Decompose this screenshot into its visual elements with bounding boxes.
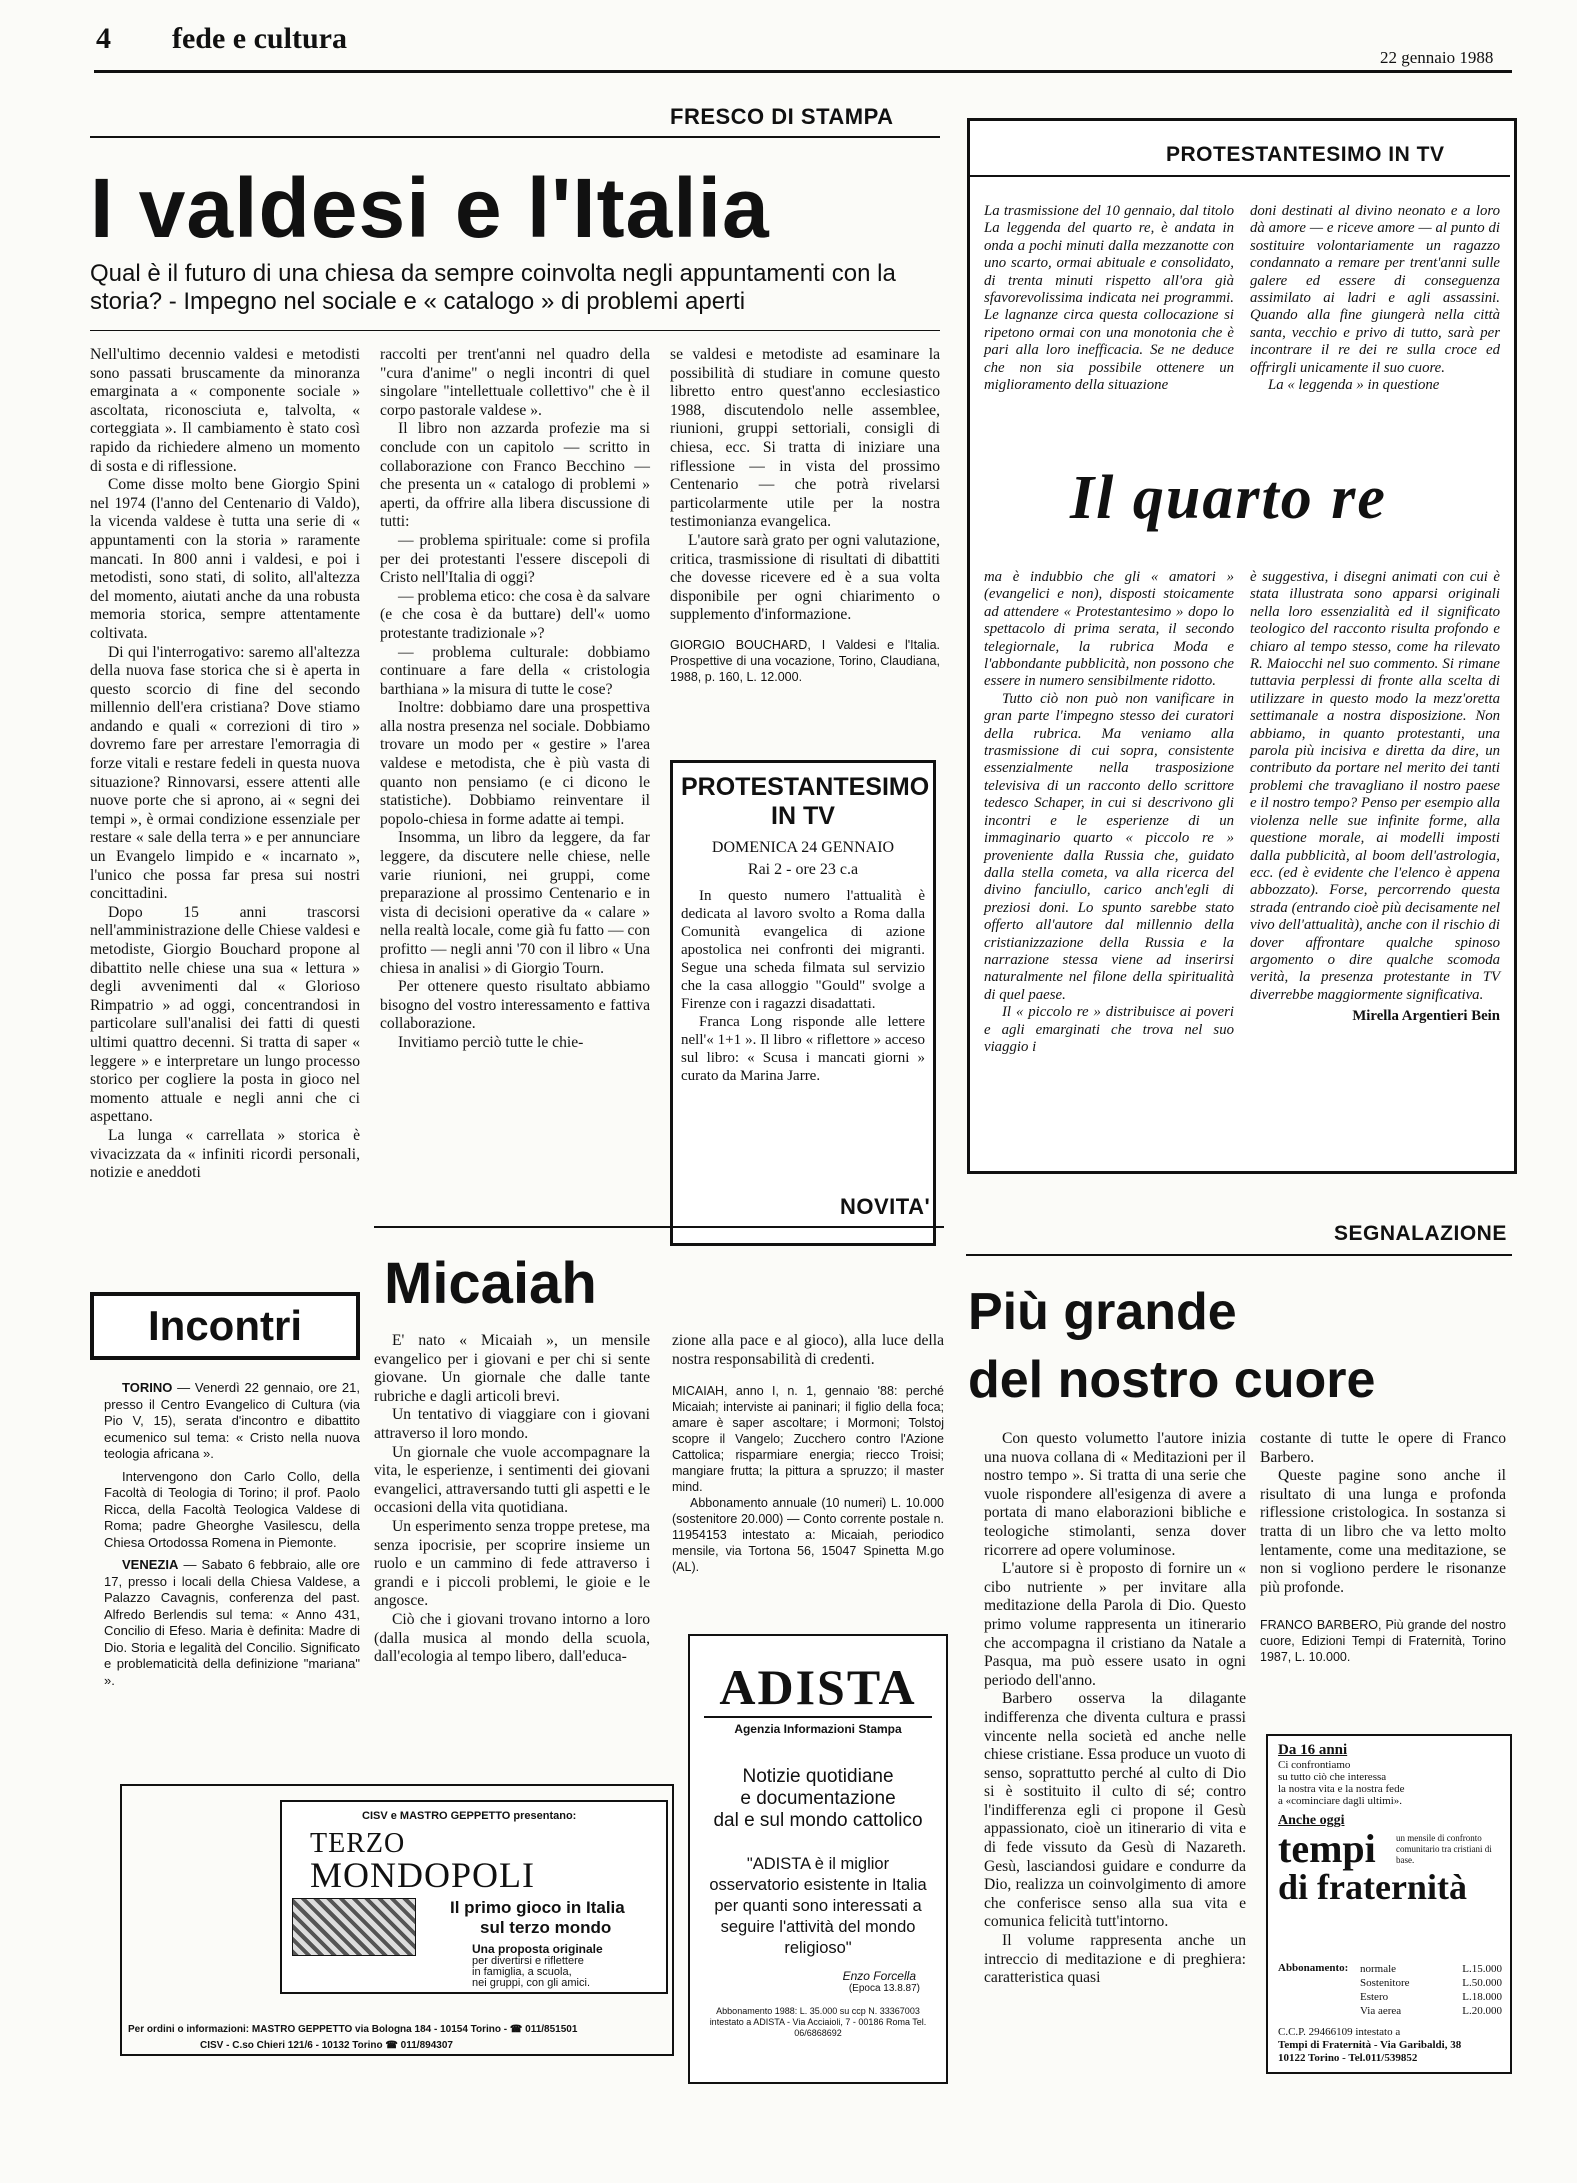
header-rule [94, 70, 1512, 73]
issue-date: 22 gennaio 1988 [1380, 48, 1494, 67]
ad-logo-line1: TERZO [310, 1828, 406, 1859]
paragraph: Ciò che i giovani trovano intorno a loro (dalla musica al mondo della scuola, dall'ecologia al tempo libero, dall'educa- [374, 1610, 650, 1666]
tempi-side-text: un mensile di confronto comunitario tra cristiani di base. [1396, 1833, 1492, 1865]
paragraph: Di qui l'interrogativo: saremo all'altezza della nuova fase storica che si è aperta in questo scorcio di fine del secondo millennio dell'era cristiana? Dove stiamo andando e quali « correzioni di tiro » dovremo fare per arrestare l'emorragia di forze vitali e restare fedeli in questa nuova situazione? Rinnovarsi, essere attenti alle nuove porte che si aprono, ai « segni dei tempi », è ormai condizione essenziale per restare « sale della terra » e per annunciare un Evangelo limpido e « incarnato », l'unico che possa far presa sui nostri concittadini. [90, 643, 360, 903]
main-article [90, 100, 940, 1230]
paragraph: — problema culturale: dobbiamo continuare a fare della « cristologia barthiana » la misura di tutte le cose? [380, 643, 650, 698]
ad-tagline-2: per divertirsi e riflettere [472, 1955, 584, 1967]
paragraph: L'autore si è proposto di fornire un « cibo nutriente » per invitare alla meditazione della Parola di Dio. Questo primo volume rappresenta un itinerario che accompagna il cristiano da Natale a Pasqua, ma può essere usato in ogni periodo dell'anno. [984, 1560, 1246, 1689]
ad-logo-line2: MONDOPOLI [310, 1855, 535, 1895]
tempi-rates [1360, 1962, 1502, 2018]
tempi-line: a «cominciare dagli ultimi». [1278, 1795, 1403, 1807]
rate-row [1360, 1962, 1502, 1976]
book-reference: GIORGIO BOUCHARD, I Valdesi e l'Italia. Prospettive di una vocazione, Torino, Claudiana, 1988, p. 160, L. 12.000. [670, 637, 940, 684]
paragraph: zione alla pace e al gioco), alla luce della nostra responsabilità di credenti. [672, 1332, 944, 1368]
adista-quote-author: Enzo Forcella [842, 1969, 916, 1983]
adista-subtitle: Agenzia Informazioni Stampa [704, 1716, 932, 1736]
tv-box-title-1: PROTESTANTESIMO [681, 773, 930, 801]
main-subtitle: Qual è il futuro di una chiesa da sempre coinvolta negli appuntamenti con la storia? - Impegno nel sociale e « catalogo » di problemi aperti [90, 260, 896, 315]
micaiah-subscription: Abbonamento annuale (10 numeri) L. 10.000 (sostenitore 20.000) — Conto corrente postale n. 11954153 intestato a: Micaiah, periodico mensile, via Tortona 56, 15047 Spinetta M.go (AL). [672, 1496, 944, 1575]
micaiah-title: Micaiah [384, 1251, 597, 1316]
ad-tagline-1: Una proposta originale [472, 1942, 603, 1956]
paragraph: doni destinati al divino neonato e a loro dà amore — e riceve amore — al punto di sostituire volontariamente un ragazzo condannato a remare per trent'anni sulle galere ed essere di conseguenza assimilato ai ladri e agli assassini. Quando alla fine giungerà nella città santa, vecchio e privo di tutto, sarà per incontrare il re dei re sulla croce ed offrirgli unicamente il suo cuore. [1250, 203, 1500, 376]
ad-presenter: CISV e MASTRO GEPPETTO presentano: [362, 1810, 577, 1822]
tempi-ccp-3: 10122 Torino - Tel.011/539852 [1278, 2052, 1418, 2064]
paragraph: Un giornale che vuole accompagnare la vita, le esperienze, i sentimenti dei giovani evangelici, attraversando tutti gli aspetti e le occasioni della vita quotidiana. [374, 1443, 650, 1517]
main-column-3 [670, 346, 940, 685]
quarto-re-top-left [984, 203, 1234, 394]
tempi-anche-oggi: Anche oggi [1278, 1813, 1345, 1828]
rate-type: Sostenitore [1360, 1977, 1410, 1989]
tempi-logo-block [1268, 1826, 1510, 1915]
paragraph: Un tentativo di viaggiare con i giovani attraverso il loro mondo. [374, 1406, 650, 1442]
incontri-list [104, 1380, 360, 1695]
quarto-re-bottom-left [984, 569, 1234, 1056]
paragraph: Con questo volumetto l'autore inizia una nuova collana di « Meditazioni per il nostro tempo ». Si tratta di una serie che vuole rispondere all'esigenza di avere a portata di mano elaborazioni bibliche e teologiche stimolanti, senza dover ricorrere ad opere voluminose. [984, 1430, 1246, 1559]
paragraph: Insomma, un libro da leggere, da far leggere, da discutere nelle chiese, nelle varie riunioni, nei gruppi, come preparazione al prossimo Centenario e in vista di decisioni operative da « calare » nella realtà locale, come già fu fatto — con profitto — negli anni '70 con il libro « Una chiesa in analisi » di Giorgio Tourn. [380, 829, 650, 977]
piu-grande-column-1 [984, 1430, 1246, 1988]
rate-type: Via aerea [1360, 2005, 1402, 2017]
tempi-line: Ci confrontiamo [1278, 1759, 1351, 1771]
adista-line: Notizie quotidiane [742, 1766, 894, 1787]
event-place: TORINO [122, 1380, 173, 1395]
paragraph: Queste pagine sono anche il risultato di una lunga e profonda riflessione cristologica. In sostanza si tratta di un libro che va letto molto lentamente, come una meditazione, se non si vogliono perdere le risonanze più profonde. [1260, 1467, 1506, 1596]
adista-quote-source: (Epoca 13.8.87) [848, 1983, 920, 1994]
tempi-fraternita-ad [1266, 1734, 1512, 2074]
micaiah-ref: MICAIAH, anno I, n. 1, gennaio '88: perché Micaiah; interviste ai paninari; il figlio della foca; amare è saper ascoltare; i Mormoni; Tolstoj scopre il Vangelo; Zucchero contro l'Azione Cattolica; risparmiare energia; riecco Troisi; mangiare frutta; la pittura a spruzzo; il master mind. [672, 1384, 944, 1495]
incontri-title: Incontri [148, 1302, 302, 1349]
micaiah-kicker: NOVITA' [840, 1194, 931, 1219]
paragraph: Nell'ultimo decennio valdesi e metodisti sono passati bruscamente da minoranza emarginata a « componente sociale » ascoltata, riconosciuta e, talvolta, « corteggiata ». Il cambiamento è stato così rapido da richiedere almeno un momento di sosta e di riflessione. [90, 346, 360, 475]
quarto-re-box [967, 118, 1517, 1174]
ad-headline-2: sul terzo mondo [480, 1918, 612, 1937]
paragraph: costante di tutte le opere di Franco Barbero. [1260, 1430, 1506, 1466]
piu-grande-title-2: del nostro cuore [968, 1351, 1376, 1409]
quarto-re-title: Il quarto re [1070, 464, 1387, 532]
paragraph: Tutto ciò non può non vanificare in gran parte l'impegno stesso dei curatori della rubrica. Ma veniamo alla trasmissione di cui sopra, consistente essenzialmente nella trasposizione televisiva di un racconto dello scrittore tedesco Schaper, in cui si descrivono gli incontri e le esperienze di un immaginario quarto « piccolo re » proveniente dalla Russia che, guidato dalla stella cometa, va alla ricerca del divino fanciullo, carico anch'egli di preziosi doni. Lo spunto sarebbe stato offerto all'autore dal millennio della cristianizzazione della Russia e la narrazione stessa viene ad inserirsi naturalmente nel filone della spiritualità di quel paese. [984, 690, 1234, 1003]
ad-footer-1: Per ordini o informazioni: MASTRO GEPPETTO via Bologna 184 - 10154 Torino - ☎ 011/851501 [128, 2024, 578, 2035]
adista-footer: Abbonamento 1988: L. 35.000 su ccp N. 33367003 intestato a ADISTA - Via Acciaioli, 7 - 00186 Roma Tel. 06/6868692 [709, 2006, 927, 2038]
rate-price: L.15.000 [1462, 1963, 1502, 1975]
terzo-mondopoli-frame [120, 1784, 674, 2056]
tempi-logo-1: tempi [1278, 1826, 1376, 1871]
piu-grande-column-2 [1260, 1430, 1506, 1665]
adista-line: dal e sul mondo cattolico [713, 1810, 923, 1831]
ad-footer-2: CISV - C.so Chieri 121/6 - 10132 Torino ☎ 011/894307 [200, 2040, 453, 2051]
main-subtitle-rule [90, 330, 940, 331]
rate-price: L.20.000 [1462, 2005, 1502, 2017]
main-title: I valdesi e l'Italia [90, 161, 770, 255]
paragraph: Franca Long risponde alle lettere nell'« 1+1 ». Il libro « riflettore » acceso sul libro: « Scusa i mancati giorni » curato da Marina Jarre. [681, 1014, 925, 1084]
main-kicker-rule [90, 136, 940, 138]
tv-box-body [681, 887, 925, 1085]
paragraph: E' nato « Micaiah », un mensile evangelico per i giovani e per chi si sente giovane. Un giornale che dalle tante rubriche e dagli articoli brevi. [374, 1332, 650, 1405]
micaiah-column-1 [374, 1332, 650, 1667]
event-place: VENEZIA [122, 1557, 179, 1572]
incontri-box [90, 1292, 360, 1360]
micaiah-rule [374, 1226, 944, 1228]
main-kicker: FRESCO DI STAMPA [670, 104, 894, 129]
adista-logo: ADISTA [719, 1659, 917, 1715]
rate-type: normale [1360, 1963, 1397, 1975]
paragraph: La lunga « carrellata » storica è vivacizzata da « infiniti ricordi personali, notizie e aneddoti [90, 1126, 360, 1182]
rate-type: Estero [1360, 1991, 1389, 2003]
rate-row [1360, 2004, 1502, 2018]
paragraph: In questo numero l'attualità è dedicata al lavoro svolto a Roma dalla Comunità evangelica di azione apostolica nei confronti dei migranti. Segue una scheda filmata sul servizio che la casa alloggio "Gould" svolge a Firenze con i ragazzi disadattati. [681, 888, 925, 1012]
section-title: fede e cultura [172, 22, 347, 55]
adista-line: e documentazione [740, 1788, 896, 1809]
event-details: — Sabato 6 febbraio, alle ore 17, presso i locali della Chiesa Valdese, a Palazzo Cavagnis, conferenza del past. Alfredo Berlendis sul tema: « Anno 431, Concilio di Efeso. Maria è definita: Madre di Dio. Storia e legalità del Concilio. Significato e problematicità della definizione "mariana" ». [104, 1557, 360, 1688]
tv-box-date: DOMENICA 24 GENNAIO [711, 839, 895, 856]
paragraph: Invitiamo perciò tutte le chie- [398, 1033, 584, 1051]
main-column-1 [90, 346, 360, 1183]
paragraph: è suggestiva, i disegni animati con cui è stata illustrata sono apparsi originali nella loro essenzialità ed il significato teologico del racconto risulta profondo e chiaro al tempo stesso, come ha rilevato R. Maiocchi nel suo commento. Si rimane tuttavia perplessi di fronte alla scelta di utilizzare in questo modo la mezz'oretta settimanale a nostra disposizione. Non abbiamo, in quanto protestanti, una parola più incisiva e diretta da dire, un contributo da portare nel merito dei tanti problemi che travagliano il nostro paese e il nostro tempo? Penso per esempio alla violenza nelle sue infinite forme, alla questione morale, ai modelli imposti dalla pubblicità, al boom dell'astrologia, ecc. (ed è evidente che l'elenco è appena abbozzato). Forse, percorrendo questa strada (entrando cioè più decisamente nel vivo dell'attualità), anche con il rischio di dover affrontare qualche spinoso argomento o dire qualche scomoda verità, la presenza protestante in TV diverrebbe maggiormente significativa. [1250, 569, 1500, 1003]
paragraph: — problema etico: che cosa è da salvare (e che cosa è da buttare) dell'« uomo protestante tradizionale »? [380, 587, 650, 642]
main-column-2 [380, 346, 650, 1053]
ad-headline-1: Il primo gioco in Italia [450, 1898, 625, 1917]
event-details: — Venerdì 22 gennaio, ore 21, presso il Centro Evangelico di Cultura (via Pio V, 15), serata d'incontro e dibattito ecumenico sul tema: « Cristo nella nuova teologia africana ». [104, 1380, 360, 1461]
tempi-ccp-2: Tempi di Fraternità - Via Garibaldi, 38 [1278, 2039, 1462, 2051]
tempi-title: Da 16 anni [1278, 1742, 1348, 1758]
paragraph: Per ottenere questo risultato abbiamo bisogno del vostro interessamento e fattiva collaborazione. [380, 978, 650, 1033]
segnalazione-rule [966, 1254, 1512, 1256]
paragraph: Un esperimento senza troppe pretese, ma senza ipocrisie, per scoprire insieme un ruolo e un cammino di fede attraverso i grandi e i piccoli problemi, le gioie e le angosce. [374, 1517, 650, 1610]
tempi-line: la nostra vita e la nostra fede [1278, 1783, 1405, 1795]
micaiah-column-2 [672, 1332, 944, 1575]
paragraph: Il libro non azzarda profezie ma si conclude con un capitolo — scritto in collaborazione con Franco Becchino — che presenta un « catalogo di problemi » aperti, da offrire alla libera discussione di tutti: [380, 420, 650, 531]
tempi-abbonamento-label: Abbonamento: [1278, 1962, 1349, 1974]
quarto-re-kicker: PROTESTANTESIMO IN TV [1166, 143, 1445, 166]
tempi-line: su tutto ciò che interessa [1278, 1771, 1387, 1783]
quarto-re-top-right [1250, 203, 1500, 394]
adista-quote: "ADISTA è il miglior osservatorio esistente in Italia per quanti sono interessati a seguire l'attività del mondo religioso" [709, 1855, 927, 1957]
rate-row [1360, 1990, 1502, 2004]
paragraph: — problema spirituale: come si profila per dei protestanti l'essere discepoli di Cristo nell'Italia di oggi? [380, 531, 650, 587]
tempi-logo-2: di fraternità [1278, 1867, 1467, 1907]
page-number: 4 [96, 22, 111, 55]
ad-tagline-4: nei gruppi, con gli amici. [472, 1977, 591, 1989]
piu-grande-ref: FRANCO BARBERO, Più grande del nostro cuore, Edizioni Tempi di Fraternità, Torino 1987, L. 10.000. [1260, 1618, 1506, 1665]
adista-ad [688, 1634, 948, 2084]
ad-tagline-3: in famiglia, a scuola, [472, 1966, 572, 1978]
paragraph: La trasmissione del 10 gennaio, dal titolo La leggenda del quarto re, è andata in onda a pochi minuti dalla mezzanotte con uno scarto, ormai abituale e consolidato, di trenta minuti rispetto all'ora già sfavorevolissima indicata nei programmi. Le lagnanze circa questa collocazione si ripetono ormai con una monotonia che è pari alla loro inefficacia. Se ne deduce che non sia possibile ottenere un miglioramento della situazione [984, 203, 1234, 394]
paragraph: Inoltre: dobbiamo dare una prospettiva alla nostra presenza nel sociale. Dobbiamo trovare un modo per « gestire » l'area valdese e metodista, che è più vasta di quanto non pensiamo (e ci dicono le statistiche). Dobbiamo reinventare il popolo-chiesa in forme adatte ai tempi. [380, 699, 650, 828]
rate-row [1360, 1976, 1502, 1990]
paragraph: Barbero osserva la dilagante indifferenza che diventa cultura e prassi vincente nella società ed anche nelle chiese cristiane. Essa produce un vuoto di senso, soprattutto perché al culto di Dio si è sostituito il culto di sé; contro l'indifferenza egli ci propone il Gesù appassionato, cioè un itinerario di vita e di fede vissuto da Gesù di Nazareth. Gesù, lasciandosi guidare e condurre da Dio, realizza un coinvolgimento di amore che conferisce senso alla sua vita e comunica felicità tutt'intorno. [984, 1690, 1246, 1931]
tv-schedule-box [670, 760, 936, 1246]
tv-box-time: Rai 2 - ore 23 c.a [747, 861, 859, 878]
paragraph: Il volume rappresenta anche un intreccio di meditazione e di preghiera: caratteristica quasi [984, 1932, 1246, 1987]
list-item: Intervengono don Carlo Collo, della Facoltà di Teologia di Torino; il prof. Paolo Ricca, della Facoltà Teologica Valdese di Roma; padre Gheorghe Vasilescu, della Chiesa Ortodossa Romena in Piemonte. [104, 1468, 360, 1550]
quarto-re-kicker-rule [970, 175, 1510, 177]
rate-price: L.18.000 [1462, 1991, 1502, 2003]
tempi-ccp-1: C.C.P. 29466109 intestato a [1278, 2026, 1401, 2038]
paragraph: Il « piccolo re » distribuisce ai poveri e agli emarginati che trova nel suo viaggio i [984, 1004, 1234, 1055]
piu-grande-title-1: Più grande [968, 1283, 1237, 1341]
paragraph: Come disse molto bene Giorgio Spini nel 1974 (l'anno del Centenario di Valdo), la vicenda valdese è tutta una serie di « appuntamenti con la storia » raramente mancati. In 800 anni i valdesi, e poi i metodisti, sono stati, di solito, all'altezza del momento, aiutati anche da una robusta memoria storica, sempre attentamente coltivata. [90, 476, 360, 642]
list-item [104, 1380, 360, 1463]
paragraph: se valdesi e metodiste ad esaminare la possibilità di studiare in comune questo libretto entro quest'anno ecclesiastico 1988, discutendolo nelle assemblee, riunioni, gruppi settoriali, consigli di chiesa, ecc. Si tratta di iniziare una riflessione — in vista del prossimo Centenario — che potrà rivelarsi particolarmente utile per la nostra testimonianza evangelica. [670, 346, 940, 531]
paragraph: La « leggenda » in questione [1268, 377, 1440, 394]
paragraph: Dopo 15 anni trascorsi nell'amministrazione delle Chiese valdesi e metodiste, Giorgio Bouchard propone al dibattito nelle chiese una sua « lettura » degli avvenimenti dal « Glorioso Rimpatrio » ad oggi, concentrandosi in particolare sull'analisi dei fatti di questi ultimi quattro decenni. Si tratta di saper « leggere » e interpretare un lungo processo storico per cogliere la posta in gioco nel momento attuale e negli anni che ci aspettano. [90, 903, 360, 1126]
paragraph: ma è indubbio che gli « amatori » (evangelici e non), disposti stoicamente ad attendere « Protestantesimo » dopo lo spettacolo di prima serata, il secondo telegiornale, la rubrica Moda e l'abbondante pubblicità, non possono che essere in numero sensibilmente ridotto. [984, 569, 1234, 690]
author-byline: Mirella Argentieri Bein [1352, 1008, 1500, 1025]
tv-box-title-2: IN TV [771, 802, 835, 830]
segnalazione-kicker: SEGNALAZIONE [1334, 1222, 1507, 1245]
paragraph: L'autore sarà grato per ogni valutazione, critica, trasmissione di risultati di dibattiti che dovesse ricevere ed è a sua volta disponibile per ogni chiarimento o supplemento d'informazione. [670, 531, 940, 624]
paragraph: raccolti per trent'anni nel quadro della "cura d'anime" o negli incontri di quel singolare "intellettuale collettivo" che è il corpo pastorale valdese ». [380, 346, 650, 419]
rate-price: L.50.000 [1462, 1977, 1502, 1989]
quarto-re-bottom-right [1250, 569, 1500, 1026]
list-item [104, 1557, 360, 1689]
